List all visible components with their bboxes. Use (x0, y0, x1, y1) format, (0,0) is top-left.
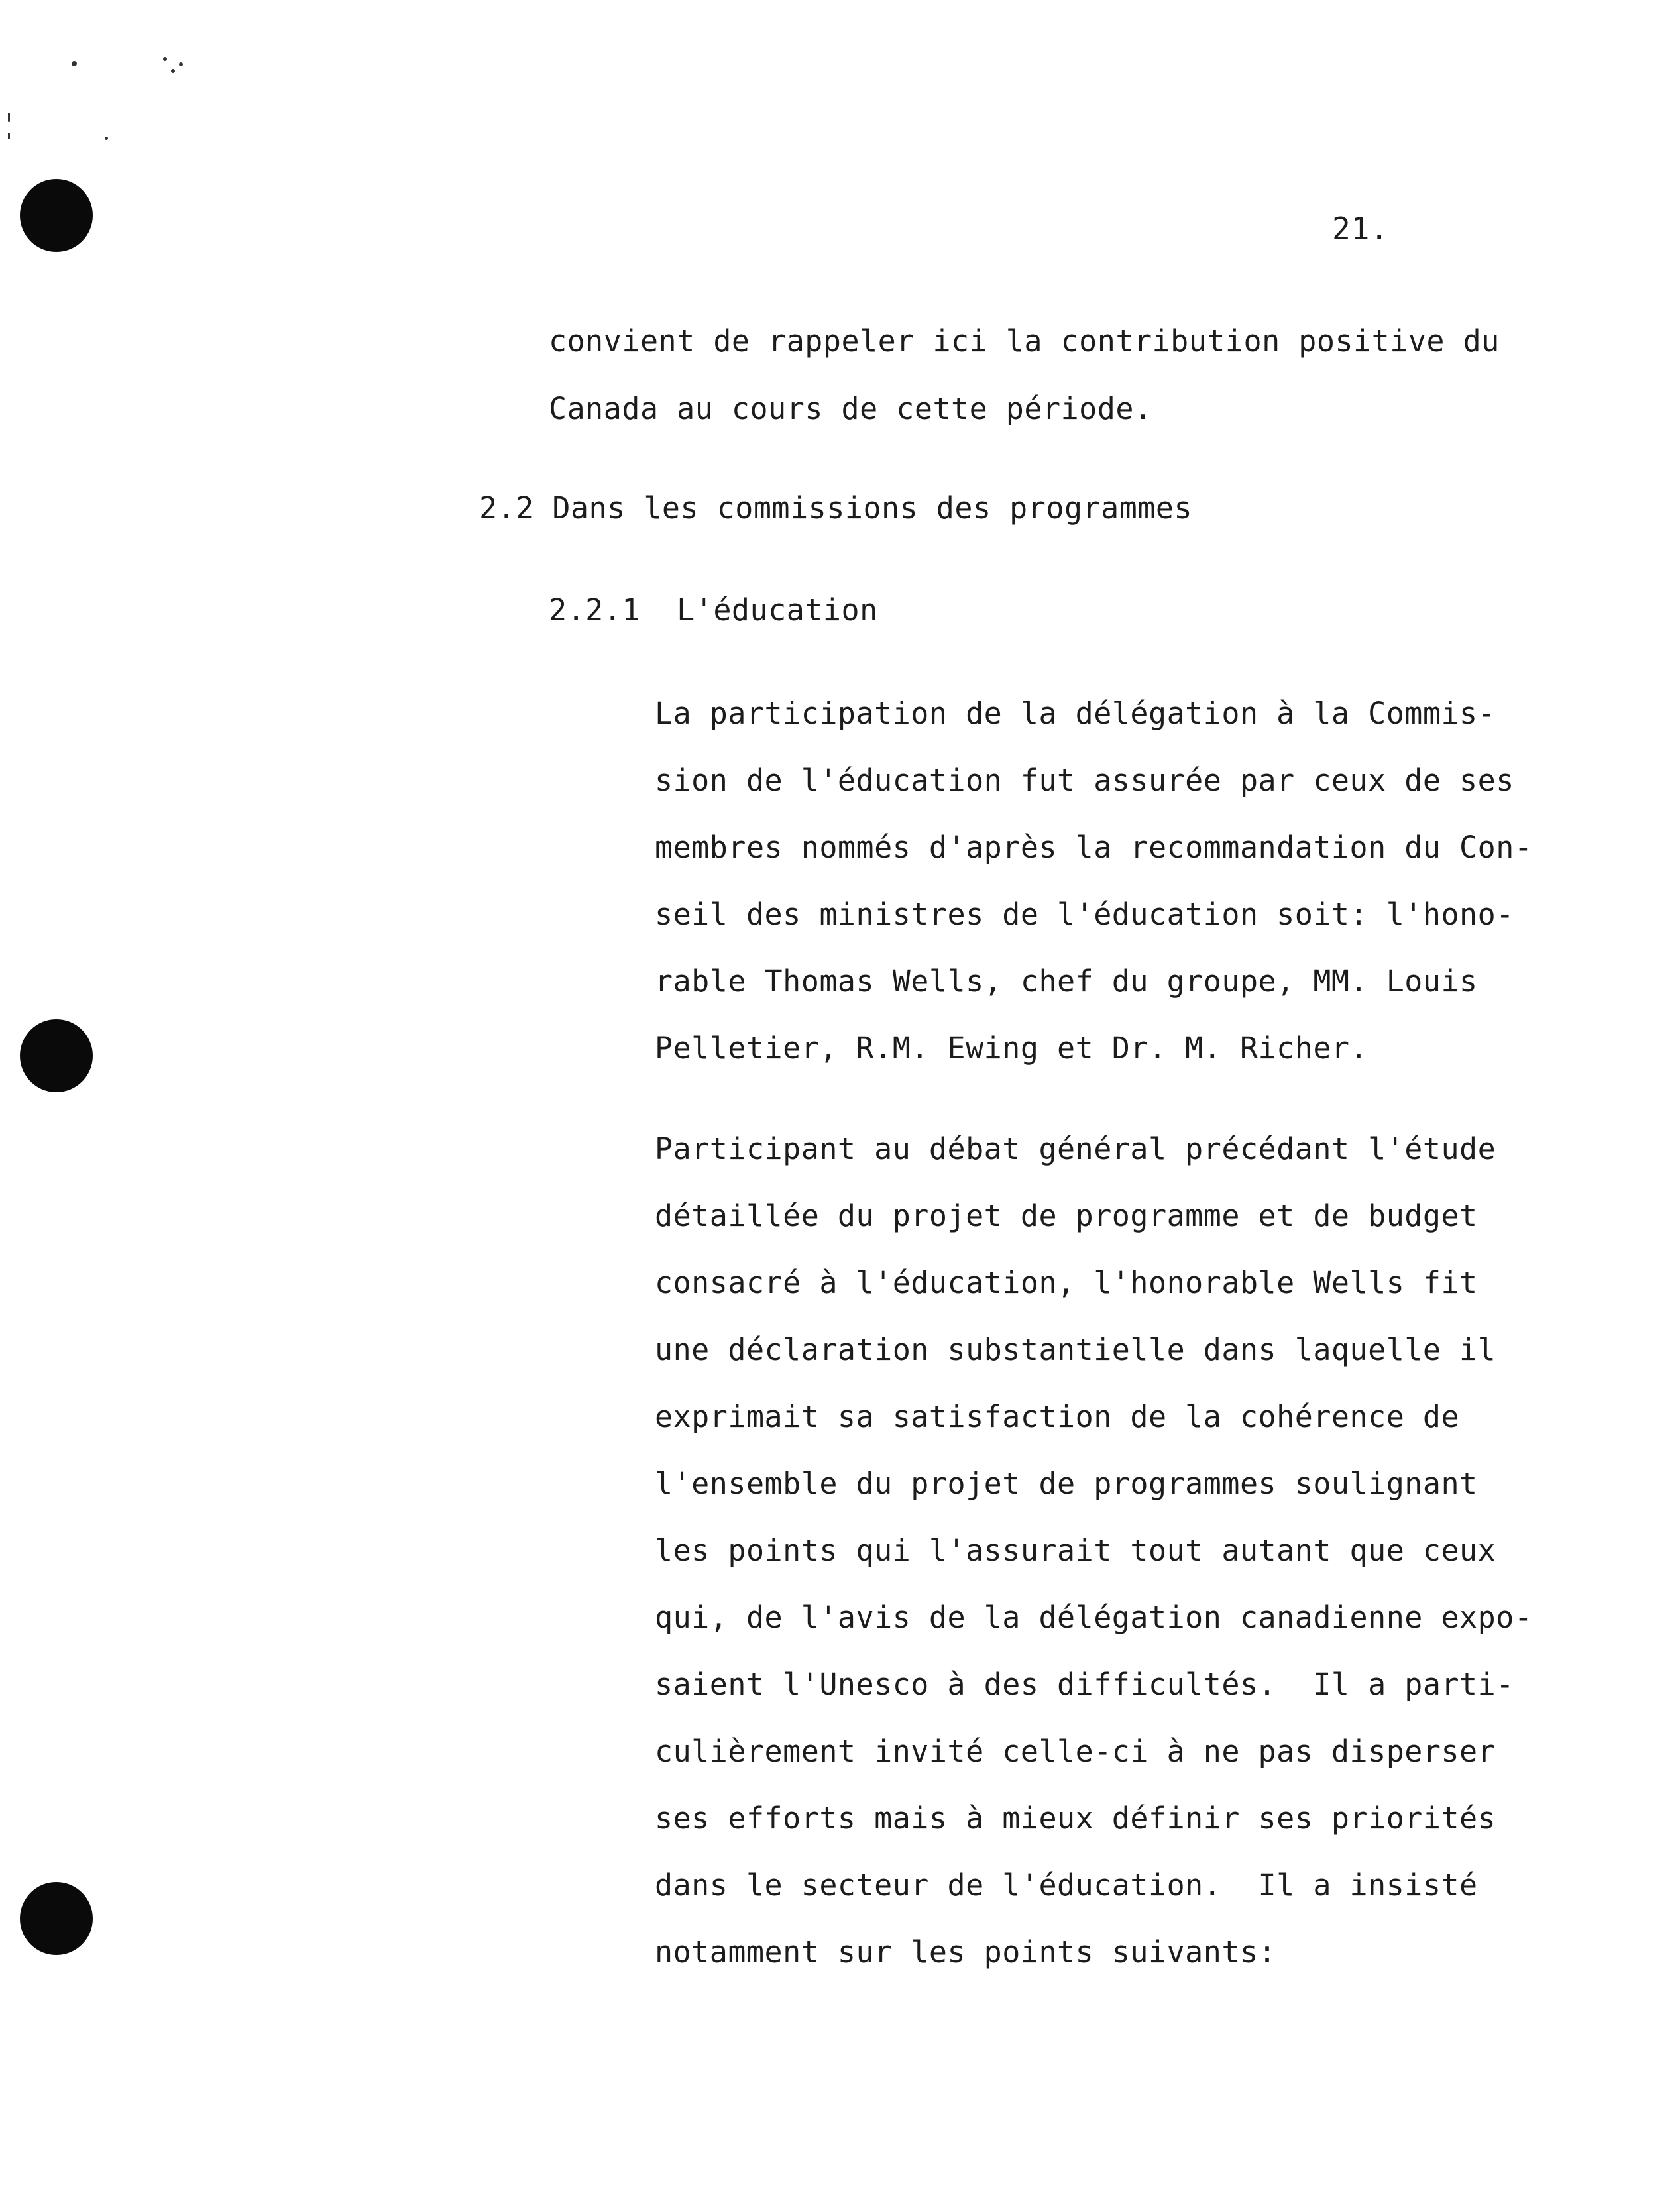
paragraph-line: culièrement invité celle-ci à ne pas disperser (655, 1734, 1496, 1769)
paragraph-line: exprimait sa satisfaction de la cohérence de (655, 1399, 1460, 1434)
intro-line: Canada au cours de cette période. (549, 391, 1152, 426)
paragraph-line: seil des ministres de l'éducation soit: l'hono- (655, 897, 1514, 932)
paragraph-line: les points qui l'assurait tout autant que ceux (655, 1533, 1496, 1568)
paragraph-delegation-participation (655, 680, 1533, 1082)
scan-speck (8, 133, 10, 139)
paragraph-line: Pelletier, R.M. Ewing et Dr. M. Richer. (655, 1031, 1369, 1066)
paragraph-line: notamment sur les points suivants: (655, 1935, 1277, 1970)
paragraph-line: détaillée du projet de programme et de budget (655, 1198, 1478, 1233)
punch-hole-top (20, 179, 93, 252)
scan-speck (72, 61, 77, 66)
paragraph-line: l'ensemble du projet de programmes soulignant (655, 1466, 1478, 1501)
scan-speck (105, 137, 108, 140)
paragraph-line: consacré à l'éducation, l'honorable Wells fit (655, 1265, 1478, 1300)
paragraph-line: ses efforts mais à mieux définir ses priorités (655, 1801, 1496, 1836)
intro-line: convient de rappeler ici la contribution positive du (549, 323, 1500, 359)
scan-speck (163, 57, 167, 61)
paragraph-line: Participant au débat général précédant l'étude (655, 1131, 1496, 1166)
paragraph-line: une déclaration substantielle dans laquelle il (655, 1332, 1496, 1367)
scan-speck (8, 113, 10, 122)
paragraph-general-debate (655, 1115, 1533, 1986)
page-number: 21. (1332, 211, 1390, 247)
subsection-heading: 2.2.1 L'éducation (549, 592, 878, 628)
paragraph-line: rable Thomas Wells, chef du groupe, MM. Louis (655, 964, 1478, 999)
paragraph-line: membres nommés d'après la recommandation du Con- (655, 830, 1533, 865)
punch-hole-bottom (20, 1882, 93, 1955)
scan-speck (171, 69, 175, 73)
paragraph-line: La participation de la délégation à la Commis- (655, 696, 1496, 731)
section-heading: 2.2 Dans les commissions des programmes (479, 490, 1193, 526)
paragraph-line: dans le secteur de l'éducation. Il a insisté (655, 1868, 1478, 1903)
paragraph-line: sion de l'éducation fut assurée par ceux de ses (655, 763, 1514, 798)
punch-hole-middle (20, 1019, 93, 1092)
scan-speck (179, 62, 183, 66)
paragraph-line: saient l'Unesco à des difficultés. Il a parti- (655, 1667, 1514, 1702)
paragraph-line: qui, de l'avis de la délégation canadienne expo- (655, 1600, 1533, 1635)
